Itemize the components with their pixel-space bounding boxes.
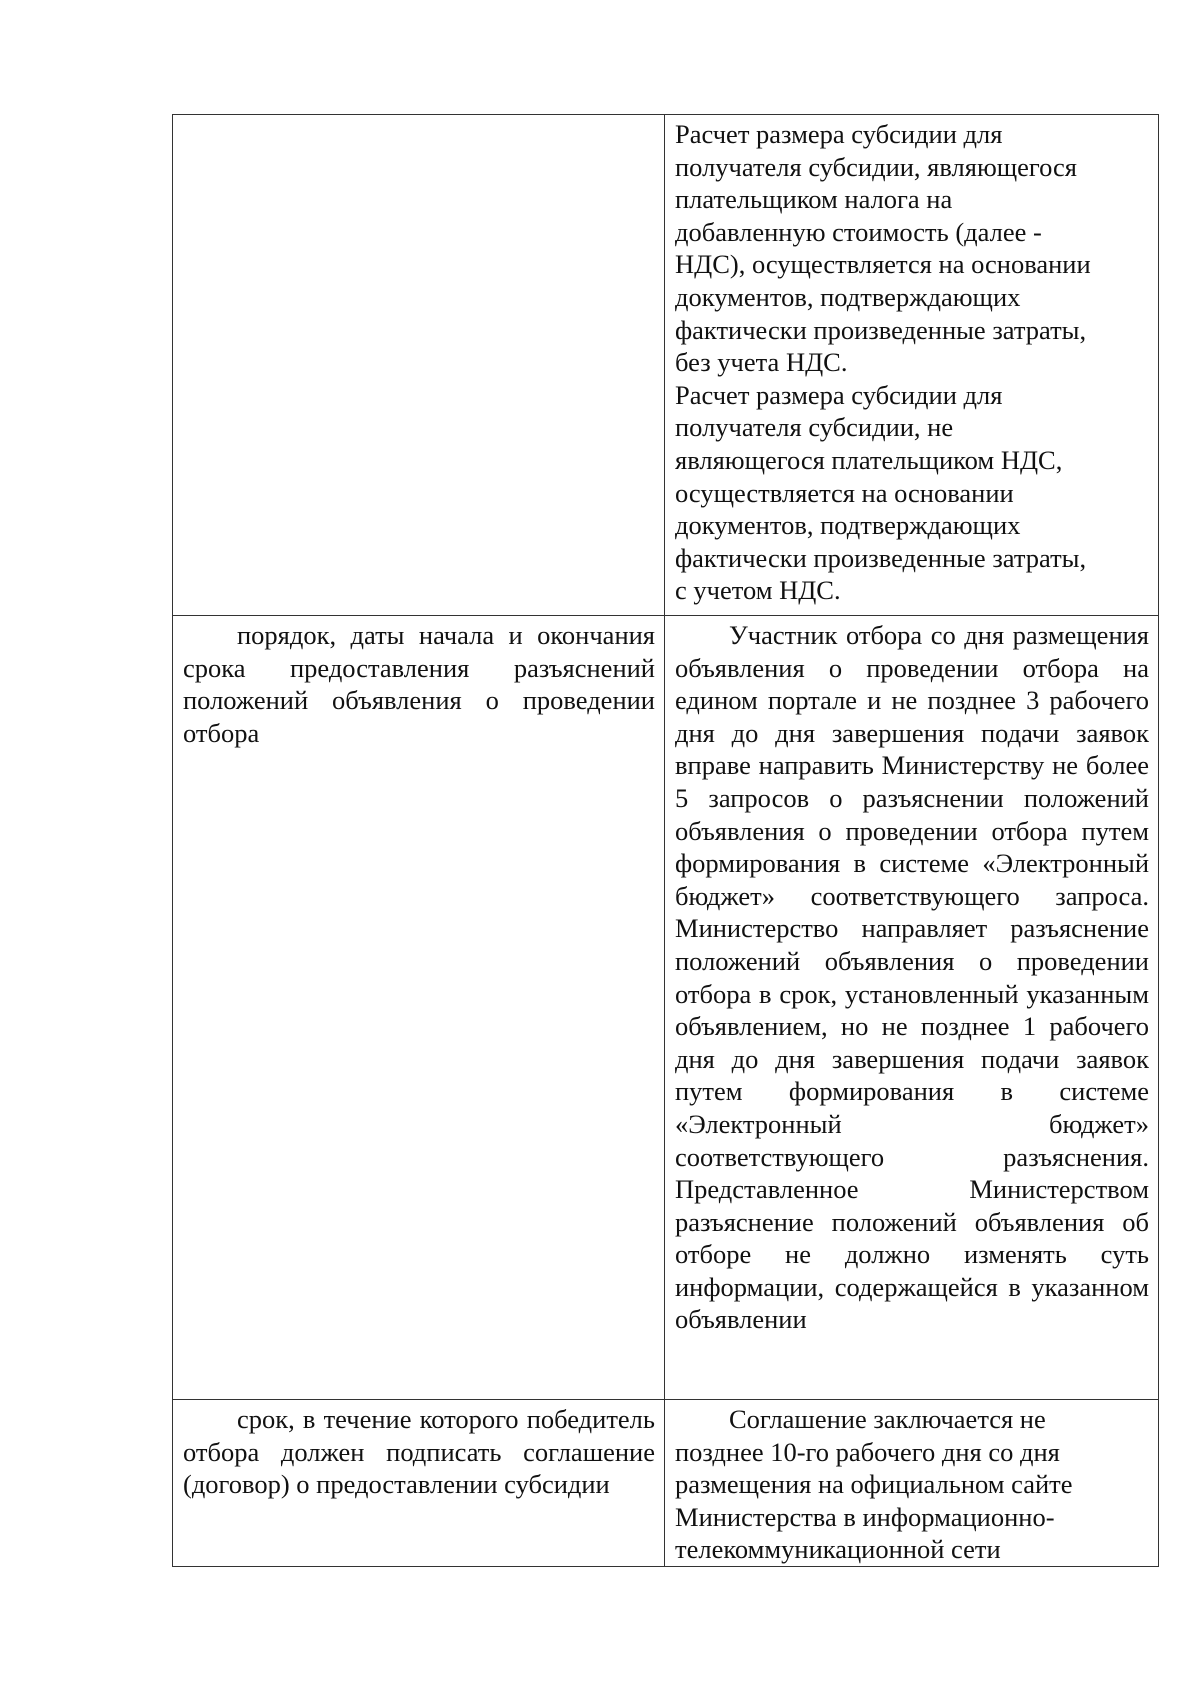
table-cell-left: порядок, даты начала и окончания срока предоставления разъяснений положений объявления о проведении отбора (173, 616, 665, 1400)
table-cell-left (173, 115, 665, 616)
table-row (173, 115, 1159, 616)
table-cell-right: Соглашение заключается не позднее 10-го рабочего дня со дня размещения на официальном сайте Министерства в информационно- телекоммуникационной сети (665, 1400, 1159, 1567)
table-cell-left: срок, в течение которого победитель отбора должен подписать соглашение (договор) о предоставлении субсидии (173, 1400, 665, 1567)
table-cell-right: Участник отбора со дня размещения объявления о проведении отбора на едином портале и не позднее 3 рабочего дня до дня завершения подачи заявок вправе направить Министерству не более 5 запросов о разъяснении положений объявления о проведении отбора путем формирования в системе «Электронный бюджет» соответствующего запроса. Министерство направляет разъяснение положений объявления о проведении отбора в срок, установленный указанным объявлением, но не позднее 1 рабочего дня до дня завершения подачи заявок путем формирования в системе «Электронный бюджет» соответствующего разъяснения. Представленное Министерством разъяснение положений объявления об отборе не должно изменять суть информации, содержащейся в указанном объявлении (665, 616, 1159, 1400)
table-cell-right: Расчет размера субсидии для получателя субсидии, являющегося плательщиком налога на добавленную стоимость (далее - НДС), осуществляется на основании документов, подтверждающих фактически произведенные затраты, без учета НДС. Расчет размера субсидии для получателя субсидии, не являющегося плательщиком НДС, осуществляется на основании документов, подтверждающих фактически произведенные затраты, с учетом НДС. (665, 115, 1159, 616)
document-table (172, 114, 1159, 1567)
table-row (173, 1400, 1159, 1567)
table-row (173, 616, 1159, 1400)
